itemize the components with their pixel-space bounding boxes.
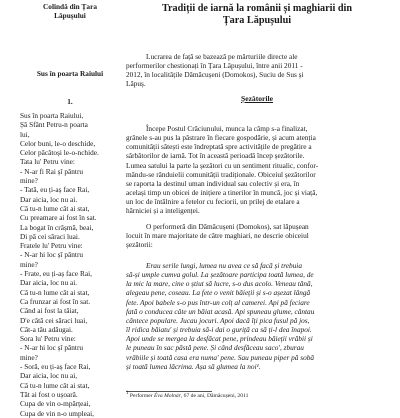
poem-line: D'e câtă cei săraci luai, <box>20 315 88 325</box>
poem-subtitle: Sus în poarta Raiului <box>36 69 104 78</box>
footnote-divider <box>126 391 212 392</box>
poem-number: 1. <box>67 97 73 106</box>
poem-line: Di pă cei săraci luai. <box>20 231 80 241</box>
poem-line: Dar aicia, loc nu ai. <box>20 194 78 204</box>
text-line: Lucrarea de față se bazează pe mărturiile directe ale <box>146 52 298 61</box>
poem-line: lui, <box>20 129 30 139</box>
text-line: același timp un obicei de inițiere a tinerilor în muncă, joc și viață, <box>126 188 318 198</box>
poem-line: - Tată, eu ți-aș face Rai, <box>20 185 90 195</box>
poem-line: Tăt ai fost o ușoară. <box>20 389 78 399</box>
poem-line: - Soră, eu ți-aș face Rai, <box>20 362 91 372</box>
poem-line: La bogat în crâșmă, beai, <box>20 222 94 232</box>
poem-line: Tata lu' Petru vine: <box>20 157 75 167</box>
poem-line: - N-ar hi loc șî pântru <box>20 250 84 260</box>
poem-line: Câ tu-n lume cât ai stat, <box>20 203 90 213</box>
poem-line: Cupa de vin n-o umpleai, <box>20 408 94 418</box>
poem-column <box>0 0 122 418</box>
text-line: și toată lumea lăcrima. Așa să glumea la noi¹. <box>126 361 261 371</box>
poem-line: Cupa de vin o-mpărțeai, <box>20 399 91 409</box>
poem-line: Sus în poarta Raiului, <box>20 111 84 120</box>
text-line: alegeau pene, coseau. La fete o venit băieții și s-o așezat lângă <box>126 288 311 298</box>
text-line: vrăbiile și toată casa era numa' pene. Sau puneau piper pă sobă <box>126 352 315 362</box>
text-line: O performeră din Dămăcușeni (Domokos), sat lăpușean <box>146 222 309 231</box>
footnote <box>126 393 388 400</box>
text-line: Începe Postul Crăciunului, munca la câmp s-a finalizat, <box>146 124 308 133</box>
footnote-mark: 1 <box>126 391 129 397</box>
text-line: un loc de întâlnire a fetelor cu feciorii, un prilej de etalare a <box>126 197 300 207</box>
footnote-performer-name: Éva Molnár <box>153 393 181 399</box>
article-title-line-1: Tradiții de iarnă la românii și maghiarii din <box>161 3 353 14</box>
poem-line: Cât-a tău adăugai. <box>20 324 73 334</box>
article-title-line-2: Țara Lăpușului <box>222 15 292 26</box>
text-line: hărniciei și a inteligenței. <box>126 206 200 216</box>
poem-column-title-line-2: Lăpușului <box>54 11 86 20</box>
poem-body <box>20 111 124 418</box>
poem-line: Cu preamare ai fost în sat. <box>20 213 97 223</box>
article-column <box>126 0 388 400</box>
poem-line: Câ tu-n lume cât ai stat, <box>20 380 90 390</box>
text-line: se raporta la destinul uman individual sau colectiv și era, în <box>126 178 300 188</box>
text-line: fată o conducea câte un băiat acasă. Api spuneau glume, cântau <box>126 306 315 316</box>
poem-line: Celor păcătoși le-o-nchide. <box>20 148 99 158</box>
text-line: Erau serile lungi, lumea nu avea ce să facă și trebuia <box>146 261 302 270</box>
poem-line: - N-ar hi loc șî pântru <box>20 343 84 353</box>
text-line: mându-se rânduielii comunității tradiționale. Obiceiul șezătorilor <box>126 169 316 179</box>
poem-column-title-line-1: Colindă din Țara <box>43 2 97 11</box>
poem-line: Dar aicia, loc nu ai. <box>20 278 78 288</box>
text-line: sărbătorilor de iarnă. Tot în această perioadă încep șezătorile. <box>126 151 305 161</box>
poem-line: Când ai fost la tăiat, <box>20 306 79 316</box>
poem-line: - Frate, eu ți-aș face Rai, <box>20 269 92 279</box>
text-line: Lăpuș. <box>126 79 146 89</box>
text-line: 2012, în localitățile Dămăcușeni (Domokos), Suciu de Sus și <box>126 70 304 80</box>
poem-line: Sora lu' Petru vine: <box>20 334 76 344</box>
poem-line: - N-ar fi Rai șî pântru <box>20 166 84 176</box>
text-line: comunității sătești este îndreptată spre activitățile de pregătire a <box>126 142 312 152</box>
poem-line: mine? <box>20 176 38 186</box>
poem-line: Fratele lu' Petru vine: <box>20 241 83 251</box>
poem-line: Dar aicia, loc nu ai, <box>20 371 78 381</box>
poem-line: Ca frunzar ai fost în sat. <box>20 296 91 306</box>
text-line: le puneau în sac păstă pene. Și când desfăceau saco', zburau <box>126 343 304 353</box>
text-line: Lumea satului la parte la șezători cu un sentiment ritualic, confor- <box>126 160 319 170</box>
text-line: cântece populare. Jucau jocuri. Apoi dacă îți pica fusul pă jos, <box>126 315 310 325</box>
text-line: la mic la mare, cine o știut să lucre, s-o dus acolo. Veneau tănă, <box>126 279 313 289</box>
body-paragraph-1 <box>126 124 388 216</box>
text-line: grânele s-au pus la păstrare în fiecare gospodărie, și acum atenția <box>126 133 316 143</box>
text-line: Apoi unde se mergea la desfăcat pene, prindeau băieții vrăbii și <box>126 334 313 344</box>
poem-line: mine? <box>20 352 38 362</box>
intro-paragraph <box>126 52 388 89</box>
section-heading: Șezătorile <box>240 94 274 103</box>
footnote-prefix: Performer <box>129 393 154 399</box>
text-line: performerilor chestionați în Țara Lăpușului, între anii 2011 - <box>126 61 303 71</box>
body-paragraph-2 <box>126 222 388 249</box>
text-line: fete. Apoi babele s-o pus într-un colț al camerei. Api pă feciare <box>126 297 310 307</box>
text-line: locuit în mare majoritate de către maghiari, ne descrie obiceiul <box>126 231 309 241</box>
text-line: să-și umple cumva golul. La șezătoare participa toată lumea, de <box>126 270 314 280</box>
poem-line: mine? <box>20 259 38 269</box>
poem-line: Șă Sfânt Petru-n poarta <box>20 120 88 130</box>
text-line: îl ridica băiatu' și trebuia să-i dai o guriță ca să ți-l dea înapoi. <box>126 325 312 335</box>
poem-line: Celor buni, le-o deschide, <box>20 138 96 148</box>
poem-line: Câ tu-n lume cât ai stat, <box>20 287 90 297</box>
footnote-details: , 67 de ani, Dămăcușeni, 2011 <box>180 393 249 399</box>
text-line: șezătorii: <box>126 240 153 250</box>
interview-quote <box>126 261 388 371</box>
